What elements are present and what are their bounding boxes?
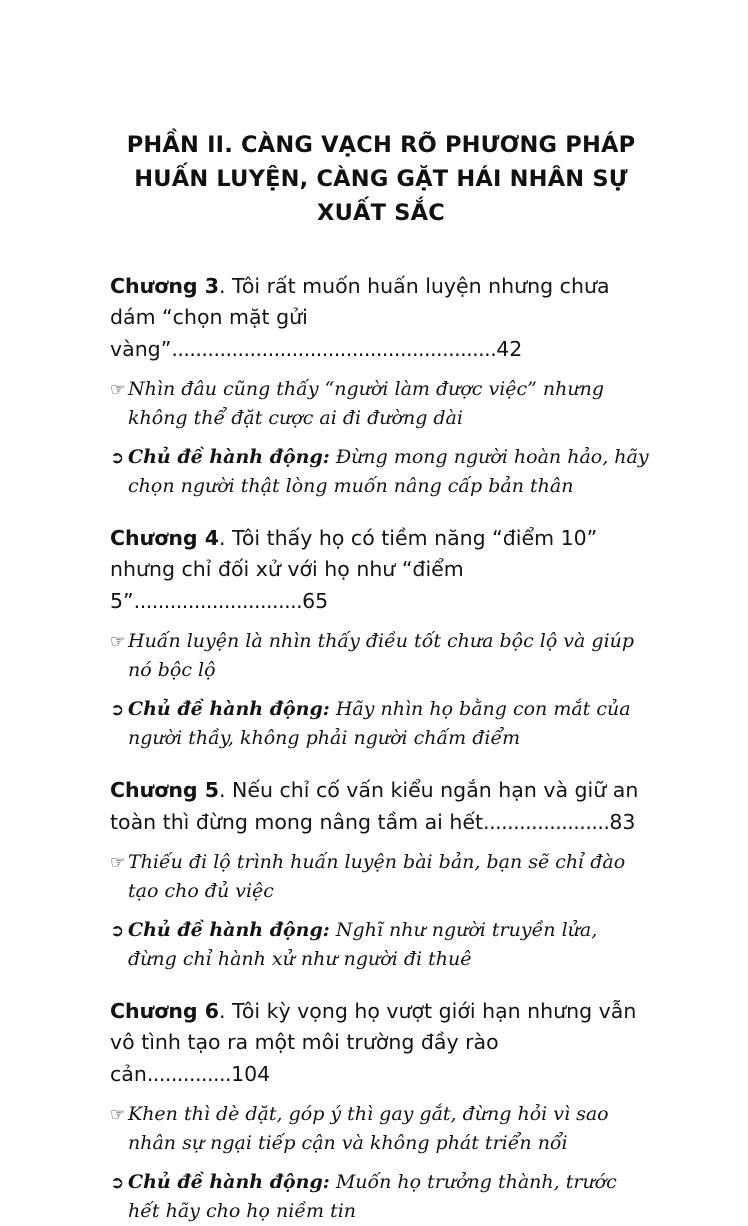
page-number: 65 [302, 588, 329, 613]
chapter-title: . Nếu chỉ cố vấn kiểu ngắn hạn và giữ an toàn thì đừng mong nâng tầm ai hết [110, 777, 639, 834]
chapter-title: . Tôi thấy họ có tiềm năng “điểm 10” nhưng chỉ đối xử với họ như “điểm 5” [110, 525, 598, 613]
page-number: 42 [496, 336, 523, 361]
toc-entry [110, 775, 652, 974]
leader-dots: ..................... [483, 809, 610, 834]
chapter-label: Chương 4 [110, 525, 219, 550]
chapter-note [110, 375, 652, 433]
leader-dots: ............................ [133, 588, 303, 613]
action-text: Đừng mong người hoàn hảo, hãy chọn người thật lòng muốn nâng cấp bản thân [128, 446, 649, 497]
page-number: 104 [231, 1061, 271, 1086]
chapter-note [110, 627, 652, 685]
chapter-note-text: Thiếu đi lộ trình huấn luyện bài bản, bạn sẽ chỉ đào tạo cho đủ việc [128, 851, 626, 902]
hand-pointer-icon: ☞ [110, 1105, 126, 1126]
chapter-action [110, 695, 652, 753]
chapter-title: . Tôi rất muốn huấn luyện nhưng chưa dám “chọn mặt gửi vàng” [110, 273, 610, 361]
hand-pointer-icon: ☞ [110, 380, 126, 401]
arrow-bullet-icon: ➲ [110, 700, 125, 721]
arrow-bullet-icon: ➲ [110, 920, 125, 941]
chapter-note-text: Huấn luyện là nhìn thấy điều tốt chưa bộc lộ và giúp nó bộc lộ [128, 630, 635, 682]
action-text: Muốn họ trưởng thành, trước hết hãy cho họ niềm tin [128, 1171, 617, 1222]
hand-pointer-icon: ☞ [110, 632, 126, 653]
page-number: 83 [609, 809, 636, 834]
action-label: Chủ đề hành động: [128, 1171, 330, 1193]
leader-dots: .............. [146, 1061, 232, 1086]
action-text: Nghĩ như người truyền lửa, đừng chỉ hành xử như người đi thuê [128, 918, 598, 970]
chapter-line [110, 996, 652, 1091]
arrow-bullet-icon: ➲ [110, 1173, 125, 1193]
action-label: Chủ đề hành động: [128, 698, 330, 721]
chapter-note [110, 848, 652, 906]
chapter-label: Chương 5 [110, 777, 219, 802]
chapter-note-text: Nhìn đâu cũng thấy “người làm được việc” nhưng không thể đặt cược ai đi đường dài [128, 378, 605, 430]
action-label: Chủ đề hành động: [128, 918, 330, 941]
chapter-label: Chương 3 [110, 273, 219, 298]
chapter-line [110, 523, 652, 618]
chapter-label: Chương 6 [110, 998, 219, 1023]
chapter-note [110, 1100, 652, 1158]
action-text: Hãy nhìn họ bằng con mắt của người thầy, không phải người chấm điểm [128, 698, 631, 750]
leader-dots: ...................................................... [171, 336, 497, 361]
action-label: Chủ đề hành động: [128, 446, 330, 468]
part-title: PHẦN II. CÀNG VẠCH RÕ PHƯƠNG PHÁP HUẤN LUYỆN, CÀNG GẶT HÁI NHÂN SỰ XUẤT SẮC [126, 132, 636, 227]
toc-entry [110, 271, 652, 501]
chapter-action [110, 1168, 652, 1226]
chapter-line [110, 775, 652, 838]
arrow-bullet-icon: ➲ [110, 448, 125, 468]
hand-pointer-icon: ☞ [110, 853, 126, 874]
toc-entry [110, 996, 652, 1226]
chapter-line [110, 271, 652, 366]
chapter-action [110, 443, 652, 501]
toc-entry [110, 523, 652, 753]
chapter-note-text: Khen thì dè dặt, góp ý thì gay gắt, đừng hỏi vì sao nhân sự ngại tiếp cận và không phát triển nổi [128, 1103, 609, 1155]
chapter-action [110, 916, 652, 974]
chapter-title: . Tôi kỳ vọng họ vượt giới hạn nhưng vẫn vô tình tạo ra một môi trường đầy rào cản [110, 998, 637, 1086]
